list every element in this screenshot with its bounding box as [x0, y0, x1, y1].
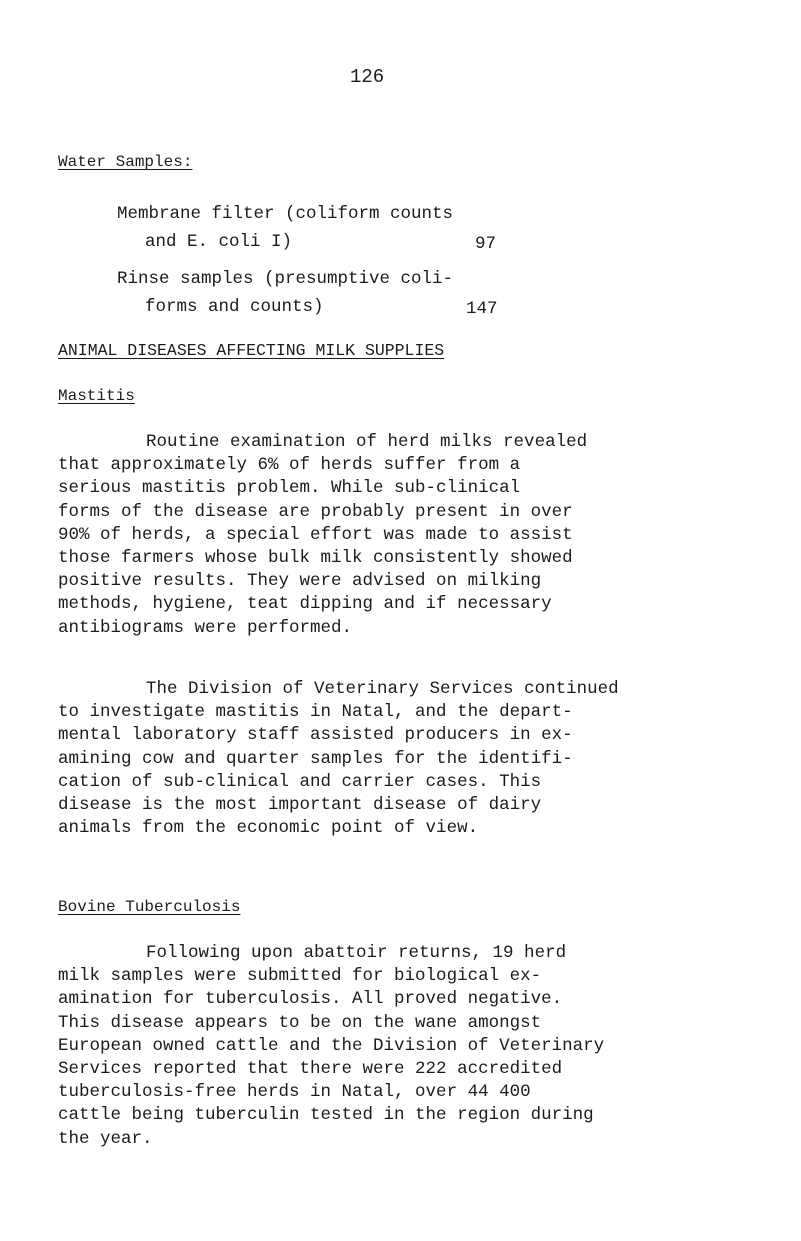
- page-number: 126: [350, 66, 385, 88]
- text-line: tuberculosis-free herds in Natal, over 44 400: [58, 1082, 531, 1103]
- text-line: 90% of herds, a special effort was made to assist: [58, 524, 573, 545]
- text-line: positive results. They were advised on milking: [58, 571, 542, 592]
- text-line: to investigate mastitis in Natal, and the depart-: [58, 702, 573, 723]
- text-line: mental laboratory staff assisted producers in ex-: [58, 725, 573, 746]
- text-line: Services reported that there were 222 accredited: [58, 1059, 563, 1080]
- text-line: cation of sub-clinical and carrier cases. This: [58, 771, 542, 792]
- text-line: This disease appears to be on the wane amongst: [58, 1012, 542, 1033]
- text-line: disease is the most important disease of dairy: [58, 795, 542, 816]
- water-row-value: 147: [466, 299, 498, 319]
- text-line: amining cow and quarter samples for the identifi-: [58, 748, 573, 769]
- text-line: Routine examination of herd milks revealed: [146, 432, 588, 452]
- mastitis-paragraph-2: [58, 678, 773, 840]
- text-line: European owned cattle and the Division of Veterinary: [58, 1035, 605, 1056]
- text-line: milk samples were submitted for biological ex-: [58, 966, 542, 987]
- bovine-tuberculosis-heading: Bovine Tuberculosis: [58, 898, 241, 916]
- tuberculosis-paragraph: [58, 942, 773, 1151]
- text-line: antibiograms were performed.: [58, 617, 353, 638]
- text-line: The Division of Veterinary Services continued: [146, 679, 619, 699]
- mastitis-paragraph-1: [58, 431, 773, 640]
- animal-diseases-heading: ANIMAL DISEASES AFFECTING MILK SUPPLIES: [58, 341, 445, 360]
- text-line: forms of the disease are probably present in over: [58, 501, 573, 522]
- text-line: animals from the economic point of view.: [58, 818, 479, 839]
- text-line: methods, hygiene, teat dipping and if necessary: [58, 594, 552, 615]
- text-line: Following upon abattoir returns, 19 herd: [146, 943, 567, 963]
- text-line: cattle being tuberculin tested in the region during: [58, 1105, 594, 1126]
- water-row-line: Membrane filter (coliform counts: [117, 204, 454, 224]
- water-row-line: forms and counts): [145, 297, 324, 317]
- water-samples-heading: Water Samples:: [58, 153, 193, 171]
- text-line: amination for tuberculosis. All proved negative.: [58, 989, 563, 1010]
- water-row-line: and E. coli I): [145, 232, 293, 252]
- mastitis-heading: Mastitis: [58, 387, 135, 405]
- text-line: that approximately 6% of herds suffer from a: [58, 455, 521, 476]
- text-line: serious mastitis problem. While sub-clinical: [58, 478, 521, 499]
- text-line: the year.: [58, 1128, 153, 1149]
- text-line: those farmers whose bulk milk consistently showed: [58, 548, 573, 569]
- water-row-value: 97: [475, 234, 497, 254]
- water-row-line: Rinse samples (presumptive coli-: [117, 269, 454, 289]
